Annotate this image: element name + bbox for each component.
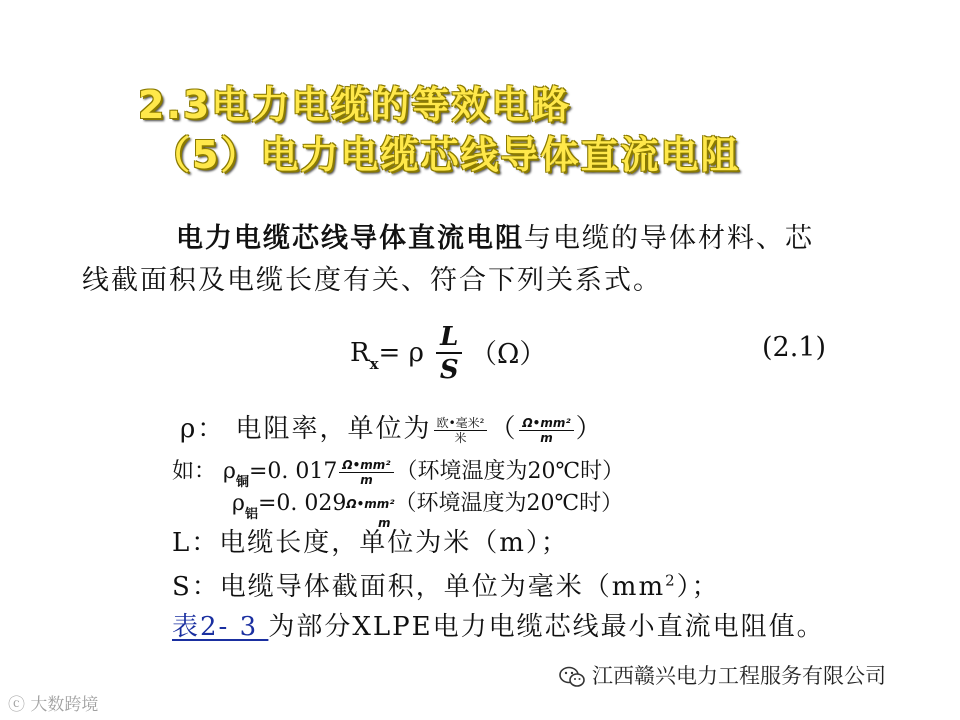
page-title: 2.3电力电缆的等效电路 xyxy=(138,83,572,127)
aluminum-unit: Ω•mm² xyxy=(346,497,395,511)
brand-icon: ⓒ xyxy=(8,695,31,715)
area-text: S：电缆导体截面积，单位为毫米（mm xyxy=(172,572,666,602)
aluminum-subscript: 铝 xyxy=(244,507,258,522)
example-copper xyxy=(172,454,625,490)
formula-unit: （Ω） xyxy=(470,339,547,370)
example-prefix: 如： xyxy=(172,459,217,484)
equation-number: (2.1) xyxy=(762,332,827,363)
formula-denominator: S xyxy=(439,355,459,385)
rho-unit-fraction-cn xyxy=(434,416,488,445)
copper-note: （环境温度为20℃时） xyxy=(395,459,625,484)
length-text: L：电缆长度， xyxy=(172,528,360,558)
wechat-icon xyxy=(558,665,586,689)
table-reference-text: 为部分XLPE电力电缆芯线最小直流电阻值。 xyxy=(268,612,825,642)
copper-unit-num: Ω•mm² xyxy=(339,458,393,473)
resistance-formula xyxy=(350,322,462,386)
rho-unit-fraction-si xyxy=(519,416,573,445)
rho-definition xyxy=(180,408,604,445)
length-unit-text: 单位为米（m）； xyxy=(359,528,569,558)
aluminum-note: （环境温度为20℃时） xyxy=(394,491,624,516)
length-mark: m xyxy=(378,516,391,530)
formula-lhs: R xyxy=(350,338,370,368)
formula-fraction xyxy=(436,322,462,386)
rho-close-paren: ） xyxy=(575,414,604,444)
brand-name: 大数跨境 xyxy=(30,695,99,715)
rho-symbol: ρ xyxy=(223,459,236,484)
length-definition xyxy=(172,522,569,559)
example-aluminum xyxy=(232,486,624,522)
rho-unit-cn-num: 欧•毫米² xyxy=(434,416,488,431)
intro-line-2: 线截面积及电缆长度有关、符合下列关系式。 xyxy=(82,265,662,296)
table-link[interactable]: 表2- 3 xyxy=(172,612,269,642)
copper-unit-fraction xyxy=(339,458,393,487)
table-reference xyxy=(172,606,825,643)
rho-text: ρ： 电阻率，单位为 xyxy=(180,414,432,444)
intro-bold-term: 电力电缆芯线导体直流电阻 xyxy=(176,223,524,254)
copper-value: =0. 017 xyxy=(248,459,338,484)
rho-open-paren: （ xyxy=(489,414,518,444)
formula-numerator: L xyxy=(436,322,462,354)
copper-subscript: 铜 xyxy=(235,475,249,490)
rho-symbol: ρ xyxy=(232,491,245,516)
intro-line-1 xyxy=(176,216,814,255)
formula-eq: = ρ xyxy=(378,338,424,368)
area-superscript: 2 xyxy=(665,571,677,590)
watermark-brand xyxy=(8,690,98,715)
rho-unit-si-den: m xyxy=(540,430,553,445)
watermark-company xyxy=(558,660,886,690)
rho-unit-cn-den: 米 xyxy=(454,430,467,445)
page-subtitle: （5）电力电缆芯线导体直流电阻 xyxy=(152,133,741,177)
rho-unit-si-num: Ω•mm² xyxy=(519,416,573,431)
area-close: ）； xyxy=(676,572,720,602)
copper-unit-den: m xyxy=(360,472,373,487)
formula-lhs-subscript: x xyxy=(369,355,379,373)
aluminum-value: =0. 029 xyxy=(257,491,347,516)
intro-text: 与电缆的导体材料、芯 xyxy=(524,223,814,254)
area-definition xyxy=(172,566,720,603)
company-name: 江西赣兴电力工程服务有限公司 xyxy=(592,664,886,688)
